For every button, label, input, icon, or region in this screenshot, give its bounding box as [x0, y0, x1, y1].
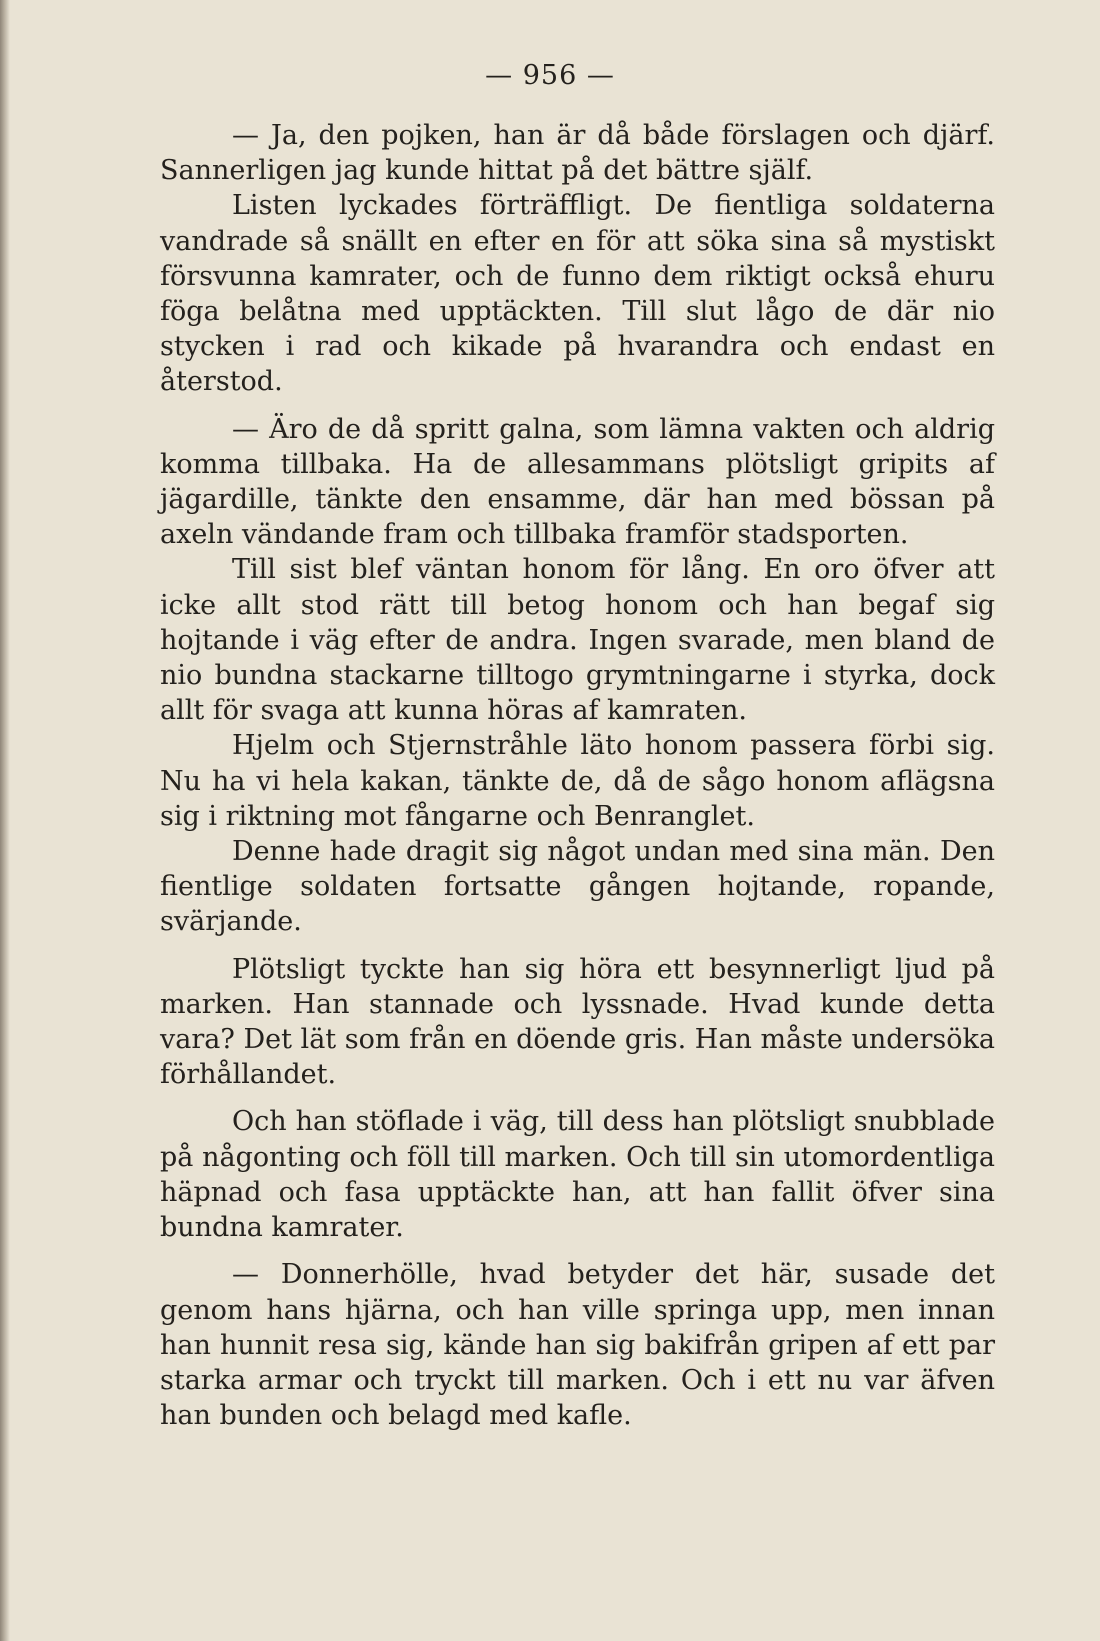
paragraph-5: Hjelm och Stjernstråhle läto honom passera förbi sig. Nu ha vi hela kakan, tänkte de, då de sågo honom aflägsna sig i riktning mot fångarne och Benranglet. [160, 730, 995, 832]
page-number: — 956 — [485, 60, 615, 91]
paragraph-8: Och han stöflade i väg, till dess han plötsligt snubblade på någonting och föll till marken. Och till sin utomordentliga häpnad och fasa upptäckte han, att han fallit öfver sina bundna kamrater. [160, 1106, 995, 1244]
paragraph-4: Till sist blef väntan honom för lång. En oro öfver att icke allt stod rätt till betog honom och han begaf sig hojtande i väg efter de andra. Ingen svarade, men bland de nio bundna stackarne tilltogo grymtningarne i styrka, dock allt för svaga att kunna höras af kamraten. [160, 554, 995, 727]
paragraph-3: — Äro de då spritt galna, som lämna vakten och aldrig komma tillbaka. Ha de allesammans plötsligt gripits af jägardille, tänkte den ensamme, där han med bössan på axeln vändande fram och tillbaka framför stadsporten. [160, 413, 995, 551]
page-binding-edge [0, 0, 10, 1641]
paragraph-2: Listen lyckades förträffligt. De fientliga soldaterna vandrade så snällt en efter en för att söka sina så mystiskt försvunna kamrater, och de funno dem riktigt också ehuru föga belåtna med upptäckten. Till slut lågo de där nio stycken i rad och kikade på hvarandra och endast en återstod. [160, 190, 995, 398]
paragraph-9: — Donnerhölle, hvad betyder det här, susade det genom hans hjärna, och han ville springa upp, men innan han hunnit resa sig, kände han sig bakifrån gripen af ett par starka armar och tryckt till marken. Och i ett nu var äfven han bunden och belagd med kafle. [160, 1259, 995, 1432]
paragraph-6: Denne hade dragit sig något undan med sina män. Den fientlige soldaten fortsatte gången hojtande, ropande, svärjande. [160, 836, 995, 938]
paragraph-1: — Ja, den pojken, han är då både förslagen och djärf. Sannerligen jag kunde hittat på det bättre själf. [160, 120, 995, 187]
body-text [160, 118, 995, 1433]
paragraph-7: Plötsligt tyckte han sig höra ett besynnerligt ljud på marken. Han stannade och lyssnade. Hvad kunde detta vara? Det lät som från en döende gris. Han måste undersöka förhållandet. [160, 953, 995, 1091]
